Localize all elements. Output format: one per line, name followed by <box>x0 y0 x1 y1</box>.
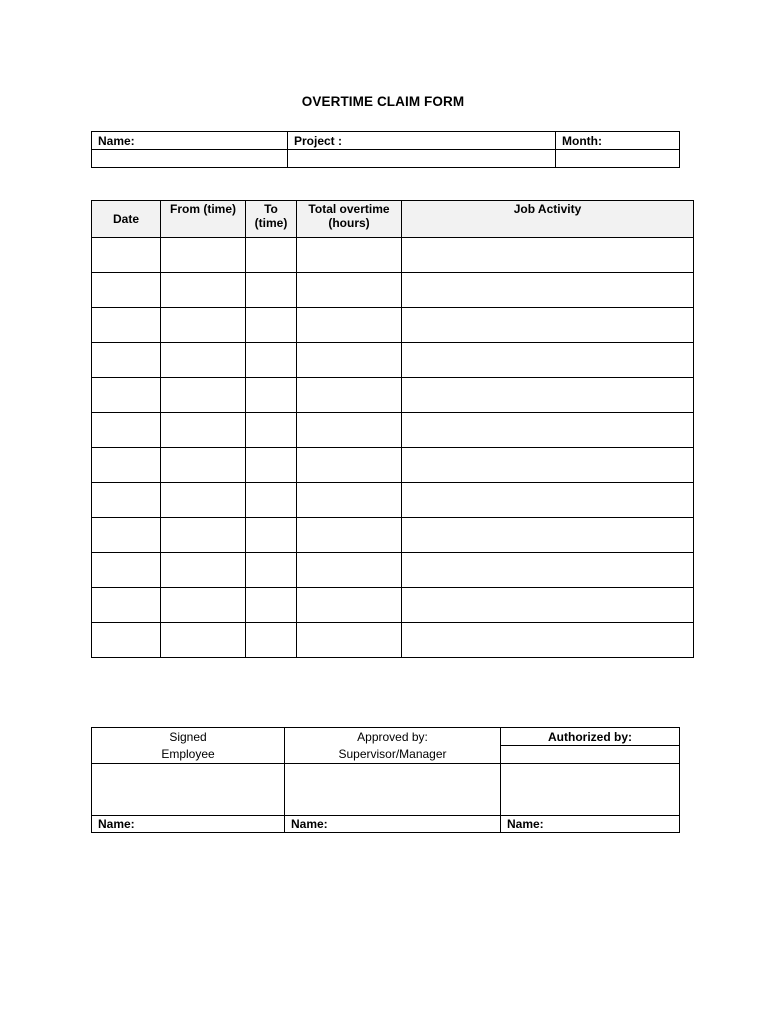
approved-by-label: Approved by: <box>285 728 501 746</box>
job-activity-cell[interactable] <box>402 448 694 483</box>
date-cell[interactable] <box>92 238 161 273</box>
from-time-cell[interactable] <box>161 378 246 413</box>
to-time-cell[interactable] <box>246 448 297 483</box>
to-time-cell[interactable] <box>246 553 297 588</box>
name-label: Name: <box>92 132 288 150</box>
log-row <box>92 378 694 413</box>
date-cell[interactable] <box>92 413 161 448</box>
to-time-cell[interactable] <box>246 308 297 343</box>
log-row <box>92 413 694 448</box>
signature-header-row-1 <box>92 728 680 746</box>
total-overtime-cell[interactable] <box>297 483 402 518</box>
from-time-cell[interactable] <box>161 238 246 273</box>
job-activity-cell[interactable] <box>402 378 694 413</box>
job-activity-cell[interactable] <box>402 483 694 518</box>
total-overtime-cell[interactable] <box>297 378 402 413</box>
employee-name-label[interactable]: Name: <box>92 816 285 833</box>
total-overtime-header <box>297 201 402 238</box>
authorized-blank <box>501 746 680 764</box>
job-activity-cell[interactable] <box>402 588 694 623</box>
total-overtime-cell[interactable] <box>297 623 402 658</box>
log-row <box>92 518 694 553</box>
log-row <box>92 308 694 343</box>
signature-table <box>91 727 680 833</box>
job-activity-cell[interactable] <box>402 343 694 378</box>
to-time-cell[interactable] <box>246 273 297 308</box>
from-time-header: From (time) <box>161 201 246 238</box>
project-field[interactable] <box>288 150 556 168</box>
date-cell[interactable] <box>92 448 161 483</box>
log-row <box>92 588 694 623</box>
from-time-cell[interactable] <box>161 273 246 308</box>
date-cell[interactable] <box>92 553 161 588</box>
name-field[interactable] <box>92 150 288 168</box>
from-time-cell[interactable] <box>161 518 246 553</box>
job-activity-cell[interactable] <box>402 273 694 308</box>
to-time-cell[interactable] <box>246 623 297 658</box>
to-time-cell[interactable] <box>246 343 297 378</box>
total-overtime-cell[interactable] <box>297 588 402 623</box>
date-cell[interactable] <box>92 518 161 553</box>
employee-label: Employee <box>92 746 285 764</box>
total-overtime-cell[interactable] <box>297 518 402 553</box>
month-field[interactable] <box>556 150 680 168</box>
date-cell[interactable] <box>92 343 161 378</box>
from-time-cell[interactable] <box>161 343 246 378</box>
date-header: Date <box>92 201 161 238</box>
to-time-cell[interactable] <box>246 588 297 623</box>
signed-label: Signed <box>92 728 285 746</box>
info-entry-row <box>92 150 680 168</box>
from-time-cell[interactable] <box>161 483 246 518</box>
date-cell[interactable] <box>92 588 161 623</box>
supervisor-label: Supervisor/Manager <box>285 746 501 764</box>
job-activity-cell[interactable] <box>402 553 694 588</box>
job-activity-cell[interactable] <box>402 413 694 448</box>
info-table <box>91 131 680 168</box>
from-time-cell[interactable] <box>161 588 246 623</box>
from-time-cell[interactable] <box>161 413 246 448</box>
from-time-cell[interactable] <box>161 623 246 658</box>
from-time-cell[interactable] <box>161 448 246 483</box>
signature-space-row <box>92 764 680 816</box>
log-row <box>92 448 694 483</box>
log-row <box>92 623 694 658</box>
form-title: OVERTIME CLAIM FORM <box>301 94 465 109</box>
total-overtime-cell[interactable] <box>297 448 402 483</box>
overtime-log-table <box>91 200 694 658</box>
to-time-cell[interactable] <box>246 238 297 273</box>
date-cell[interactable] <box>92 623 161 658</box>
to-time-cell[interactable] <box>246 518 297 553</box>
log-row <box>92 238 694 273</box>
log-row <box>92 483 694 518</box>
authorized-name-label[interactable]: Name: <box>501 816 680 833</box>
authorized-signature-box[interactable] <box>501 764 680 816</box>
total-overtime-cell[interactable] <box>297 343 402 378</box>
signature-name-row <box>92 816 680 833</box>
total-overtime-header-line1: Total overtime <box>308 202 390 216</box>
to-time-cell[interactable] <box>246 378 297 413</box>
log-row <box>92 553 694 588</box>
to-time-header <box>246 201 297 238</box>
total-overtime-cell[interactable] <box>297 413 402 448</box>
date-cell[interactable] <box>92 483 161 518</box>
log-header-row <box>92 201 694 238</box>
log-body <box>92 238 694 658</box>
job-activity-cell[interactable] <box>402 308 694 343</box>
log-row <box>92 343 694 378</box>
supervisor-signature-box[interactable] <box>285 764 501 816</box>
job-activity-cell[interactable] <box>402 518 694 553</box>
employee-signature-box[interactable] <box>92 764 285 816</box>
to-time-cell[interactable] <box>246 413 297 448</box>
job-activity-cell[interactable] <box>402 238 694 273</box>
job-activity-cell[interactable] <box>402 623 694 658</box>
date-cell[interactable] <box>92 308 161 343</box>
authorized-by-label: Authorized by: <box>501 728 680 746</box>
to-time-cell[interactable] <box>246 483 297 518</box>
date-cell[interactable] <box>92 378 161 413</box>
to-time-header-line1: To <box>264 202 278 216</box>
supervisor-name-label[interactable]: Name: <box>285 816 501 833</box>
total-overtime-cell[interactable] <box>297 308 402 343</box>
project-label: Project : <box>288 132 556 150</box>
to-time-header-line2: (time) <box>254 216 288 230</box>
info-label-row <box>92 132 680 150</box>
signature-header-row-2 <box>92 746 680 764</box>
total-overtime-cell[interactable] <box>297 553 402 588</box>
total-overtime-cell[interactable] <box>297 273 402 308</box>
log-row <box>92 273 694 308</box>
from-time-cell[interactable] <box>161 553 246 588</box>
total-overtime-header-line2: (hours) <box>328 216 370 230</box>
job-activity-header: Job Activity <box>402 201 694 238</box>
month-label: Month: <box>556 132 680 150</box>
date-cell[interactable] <box>92 273 161 308</box>
total-overtime-cell[interactable] <box>297 238 402 273</box>
from-time-cell[interactable] <box>161 308 246 343</box>
